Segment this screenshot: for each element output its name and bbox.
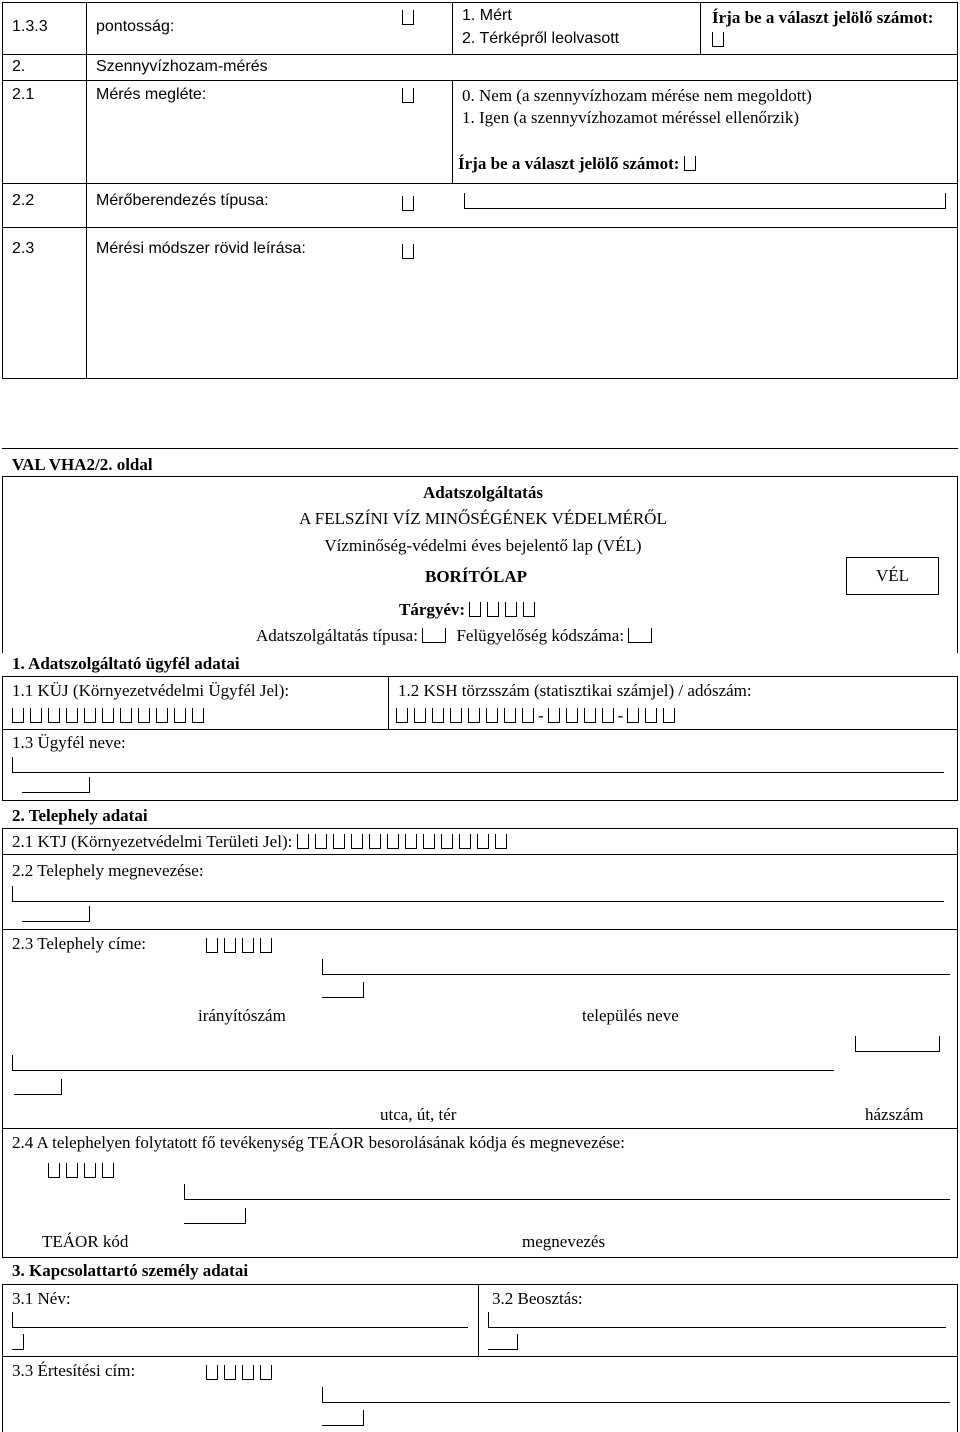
teaor-name-field-end[interactable]	[184, 1208, 246, 1224]
city-caption: település neve	[582, 1006, 679, 1025]
teaor-code-inputs[interactable]	[48, 1161, 120, 1181]
row-23-number: 2.3	[12, 240, 35, 257]
row-21-answer-label: Írja be a választ jelölő számot:	[458, 154, 702, 174]
teaor-name-caption: megnevezés	[522, 1232, 606, 1251]
row-21-answer-input[interactable]	[684, 156, 696, 171]
year-row	[399, 600, 541, 620]
contact-name-label: 3.1 Név:	[12, 1289, 71, 1308]
street-field[interactable]	[12, 1055, 834, 1071]
type-row	[256, 626, 658, 646]
row-21-option-0: 0. Nem (a szennyvízhozam mérése nem megoldott)	[462, 86, 812, 105]
row-21-number: 2.1	[12, 86, 35, 103]
client-name-field[interactable]	[12, 757, 944, 773]
row-22-label: Mérőberendezés típusa:	[96, 192, 269, 209]
header-form-name: Vízminőség-védelmi éves bejelentő lap (VÉL)	[324, 536, 642, 555]
contact-frame	[2, 1284, 958, 1432]
row-133-input[interactable]	[402, 8, 420, 28]
zip-inputs[interactable]	[206, 936, 278, 956]
row-133-answer-label: Írja be a választ jelölő számot:	[712, 7, 942, 51]
site-address-label: 2.3 Telephely címe:	[12, 934, 146, 953]
row-22-input[interactable]	[402, 194, 420, 214]
header-subtitle: A FELSZÍNI VÍZ MINŐSÉGÉNEK VÉDELMÉRŐL	[299, 509, 667, 528]
teaor-code-caption: TEÁOR kód	[42, 1232, 129, 1251]
page-label: VAL VHA2/2. oldal	[12, 455, 153, 474]
section-1-title: 1. Adatszolgáltató ügyfél adatai	[12, 654, 240, 673]
contact-name-field-end[interactable]	[12, 1334, 24, 1350]
ktj-label: 2.1 KTJ (Környezetvédelmi Területi Jel):	[12, 832, 293, 851]
ktj-inputs[interactable]	[297, 832, 513, 851]
type-label: Adatszolgáltatás típusa:	[256, 626, 418, 645]
section-2-title: 2. Telephely adatai	[12, 806, 148, 825]
row-133-answer-input[interactable]	[712, 32, 724, 47]
row-133-option-2: 2. Térképről leolvasott	[462, 30, 620, 47]
ktj-row	[12, 832, 513, 852]
site-name-field-end[interactable]	[22, 906, 90, 922]
zip-caption: irányítószám	[198, 1006, 286, 1025]
page-separator-line	[2, 448, 958, 449]
city-field-end[interactable]	[322, 982, 364, 998]
ksh-inputs[interactable]: - -	[396, 706, 681, 726]
teaor-name-field[interactable]	[184, 1184, 950, 1200]
city-field[interactable]	[322, 959, 950, 975]
client-name-label: 1.3 Ügyfél neve:	[12, 733, 126, 752]
contact-zip-inputs[interactable]	[206, 1363, 278, 1383]
site-name-field[interactable]	[12, 886, 944, 902]
row-21-option-1: 1. Igen (a szennyvízhozamot méréssel ellenőrzik)	[462, 108, 800, 127]
client-name-field-end[interactable]	[22, 777, 90, 793]
office-code-label: Felügyelőség kódszáma:	[456, 626, 625, 645]
house-number-field[interactable]	[855, 1036, 940, 1052]
contact-name-field[interactable]	[12, 1312, 468, 1328]
type-input[interactable]	[422, 628, 446, 643]
contact-city-field[interactable]	[322, 1387, 950, 1403]
kuj-inputs[interactable]	[12, 706, 210, 726]
row-2-number: 2.	[12, 58, 26, 75]
header-title: Adatszolgáltatás	[423, 483, 543, 502]
row-21-label: Mérés megléte:	[96, 86, 207, 103]
kuj-label: 1.1 KÜJ (Környezetvédelmi Ügyfél Jel):	[12, 681, 290, 700]
contact-city-field-end[interactable]	[322, 1410, 364, 1426]
row-2-label: Szennyvízhozam-mérés	[96, 58, 268, 75]
contact-position-field-end[interactable]	[488, 1334, 518, 1350]
row-23-input[interactable]	[402, 242, 420, 262]
row-133-number: 1.3.3	[12, 18, 48, 35]
contact-position-field[interactable]	[488, 1312, 946, 1328]
row-133-label: pontosság:	[96, 18, 175, 35]
site-name-label: 2.2 Telephely megnevezése:	[12, 861, 204, 880]
street-caption: utca, út, tér	[380, 1105, 457, 1124]
year-inputs[interactable]	[469, 600, 541, 619]
cover-title: BORÍTÓLAP	[424, 567, 528, 586]
year-label: Tárgyév:	[399, 600, 466, 619]
teaor-label: 2.4 A telephelyen folytatott fő tevékenység TEÁOR besorolásának kódja és megnevezése:	[12, 1133, 625, 1152]
contact-address-label: 3.3 Értesítési cím:	[12, 1361, 136, 1380]
house-number-caption: házszám	[865, 1105, 924, 1124]
form-code-box: VÉL	[846, 557, 939, 595]
row-21-input[interactable]	[402, 86, 420, 106]
ksh-label: 1.2 KSH törzsszám (statisztikai számjel) / adószám:	[398, 681, 752, 700]
street-field-end[interactable]	[14, 1079, 62, 1095]
row-22-text-field[interactable]	[464, 193, 946, 209]
section-3-title: 3. Kapcsolattartó személy adatai	[12, 1261, 249, 1280]
office-code-input[interactable]	[628, 628, 652, 643]
row-133-option-1: 1. Mért	[462, 7, 512, 24]
contact-position-label: 3.2 Beosztás:	[492, 1289, 583, 1308]
row-22-number: 2.2	[12, 192, 35, 209]
row-23-label: Mérési módszer rövid leírása:	[96, 240, 306, 257]
